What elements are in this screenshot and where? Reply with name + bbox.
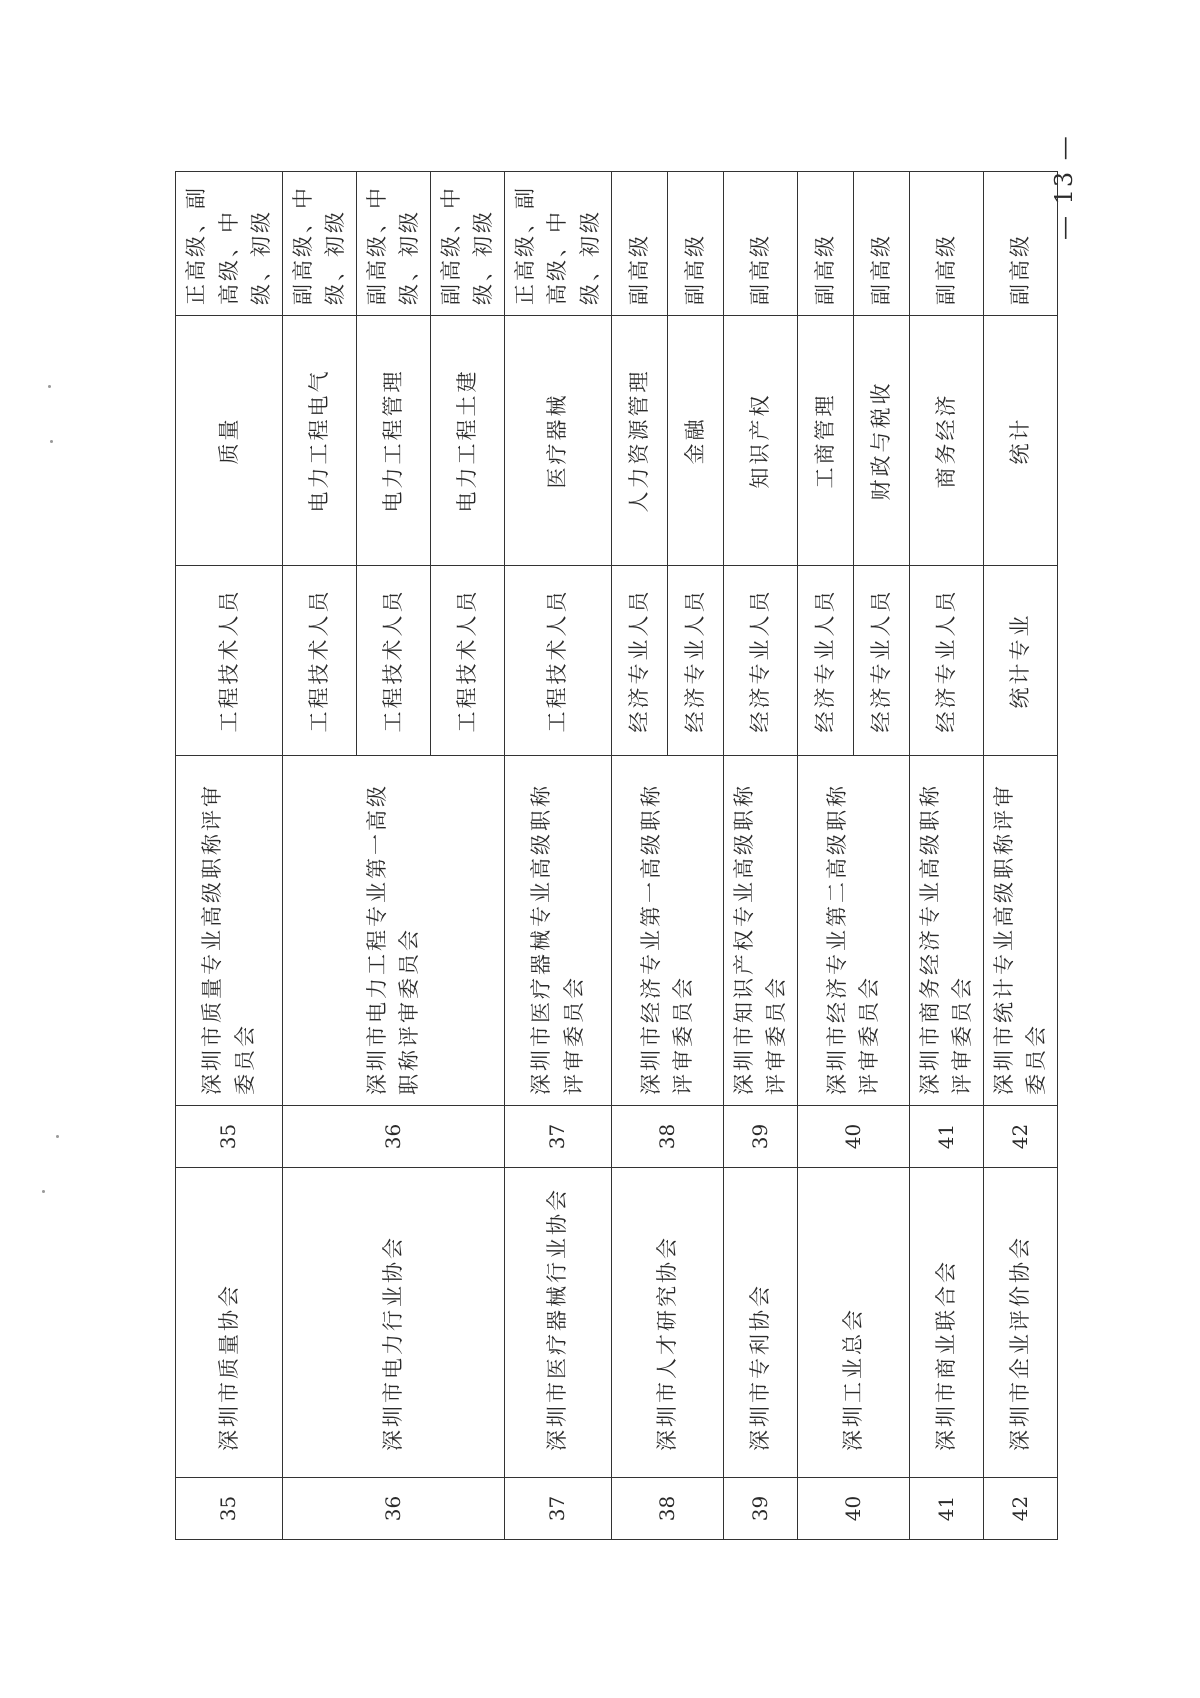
committee-table — [175, 171, 1058, 1540]
level-cell: 副高级、中级、初级 — [356, 172, 430, 316]
scan-dot — [48, 385, 51, 388]
level-cell: 副高级 — [797, 172, 853, 316]
row-number-cell: 37 — [504, 1478, 611, 1540]
table-row — [983, 172, 1057, 1540]
major-cell: 人力资源管理 — [611, 316, 667, 566]
category-cell: 经济专业人员 — [667, 566, 723, 756]
committee-number-cell: 40 — [797, 1106, 909, 1168]
table-row — [797, 172, 853, 1540]
committee-number-cell: 36 — [282, 1106, 504, 1168]
level-cell: 副高级 — [667, 172, 723, 316]
committee-number-cell: 41 — [909, 1106, 983, 1168]
rotated-table-container — [175, 172, 1049, 1540]
major-cell: 质量 — [176, 316, 283, 566]
committee-cell: 深圳市经济专业第一高级职称评审委员会 — [611, 756, 723, 1106]
category-cell: 工程技术人员 — [356, 566, 430, 756]
scan-dot — [56, 1135, 59, 1138]
committee-cell: 深圳市医疗器械专业高级职称评审委员会 — [504, 756, 611, 1106]
row-number-cell: 39 — [723, 1478, 797, 1540]
category-cell: 工程技术人员 — [430, 566, 504, 756]
row-number-cell: 38 — [611, 1478, 723, 1540]
organization-cell: 深圳市企业评价协会 — [983, 1168, 1057, 1478]
row-number-cell: 35 — [176, 1478, 283, 1540]
row-number-cell: 42 — [983, 1478, 1057, 1540]
organization-cell: 深圳市专利协会 — [723, 1168, 797, 1478]
major-cell: 商务经济 — [909, 316, 983, 566]
scan-dot — [42, 1190, 45, 1193]
committee-cell: 深圳市知识产权专业高级职称评审委员会 — [723, 756, 797, 1106]
committee-cell: 深圳市商务经济专业高级职称评审委员会 — [909, 756, 983, 1106]
row-number-cell: 36 — [282, 1478, 504, 1540]
major-cell: 统计 — [983, 316, 1057, 566]
major-cell: 知识产权 — [723, 316, 797, 566]
committee-number-cell: 37 — [504, 1106, 611, 1168]
committee-number-cell: 35 — [176, 1106, 283, 1168]
organization-cell: 深圳工业总会 — [797, 1168, 909, 1478]
major-cell: 财政与税收 — [853, 316, 909, 566]
organization-cell: 深圳市商业联合会 — [909, 1168, 983, 1478]
organization-cell: 深圳市质量协会 — [176, 1168, 283, 1478]
table-row — [723, 172, 797, 1540]
category-cell: 经济专业人员 — [611, 566, 667, 756]
table-row — [909, 172, 983, 1540]
level-cell: 副高级 — [983, 172, 1057, 316]
major-cell: 电力工程土建 — [430, 316, 504, 566]
committee-cell: 深圳市电力工程专业第一高级职称评审委员会 — [282, 756, 504, 1106]
level-cell: 副高级 — [723, 172, 797, 316]
table-row — [282, 172, 356, 1540]
page-number: — 13 — — [1050, 134, 1078, 240]
level-cell: 副高级 — [909, 172, 983, 316]
major-cell: 金融 — [667, 316, 723, 566]
organization-cell: 深圳市医疗器械行业协会 — [504, 1168, 611, 1478]
level-cell: 正高级、副高级、中级、初级 — [504, 172, 611, 316]
row-number-cell: 40 — [797, 1478, 909, 1540]
committee-cell: 深圳市质量专业高级职称评审委员会 — [176, 756, 283, 1106]
committee-number-cell: 38 — [611, 1106, 723, 1168]
major-cell: 电力工程电气 — [282, 316, 356, 566]
major-cell: 医疗器械 — [504, 316, 611, 566]
category-cell: 经济专业人员 — [909, 566, 983, 756]
row-number-cell: 41 — [909, 1478, 983, 1540]
major-cell: 工商管理 — [797, 316, 853, 566]
category-cell: 工程技术人员 — [282, 566, 356, 756]
level-cell: 副高级、中级、初级 — [282, 172, 356, 316]
committee-number-cell: 39 — [723, 1106, 797, 1168]
level-cell: 副高级 — [611, 172, 667, 316]
category-cell: 工程技术人员 — [176, 566, 283, 756]
level-cell: 副高级、中级、初级 — [430, 172, 504, 316]
category-cell: 统计专业 — [983, 566, 1057, 756]
committee-cell: 深圳市统计专业高级职称评审委员会 — [983, 756, 1057, 1106]
table-row — [176, 172, 283, 1540]
level-cell: 副高级 — [853, 172, 909, 316]
category-cell: 经济专业人员 — [853, 566, 909, 756]
organization-cell: 深圳市电力行业协会 — [282, 1168, 504, 1478]
category-cell: 工程技术人员 — [504, 566, 611, 756]
table-row — [611, 172, 667, 1540]
organization-cell: 深圳市人才研究协会 — [611, 1168, 723, 1478]
category-cell: 经济专业人员 — [723, 566, 797, 756]
committee-number-cell: 42 — [983, 1106, 1057, 1168]
level-cell: 正高级、副高级、中级、初级 — [176, 172, 283, 316]
table-row — [504, 172, 611, 1540]
scan-dot — [50, 440, 53, 443]
category-cell: 经济专业人员 — [797, 566, 853, 756]
major-cell: 电力工程管理 — [356, 316, 430, 566]
committee-cell: 深圳市经济专业第二高级职称评审委员会 — [797, 756, 909, 1106]
